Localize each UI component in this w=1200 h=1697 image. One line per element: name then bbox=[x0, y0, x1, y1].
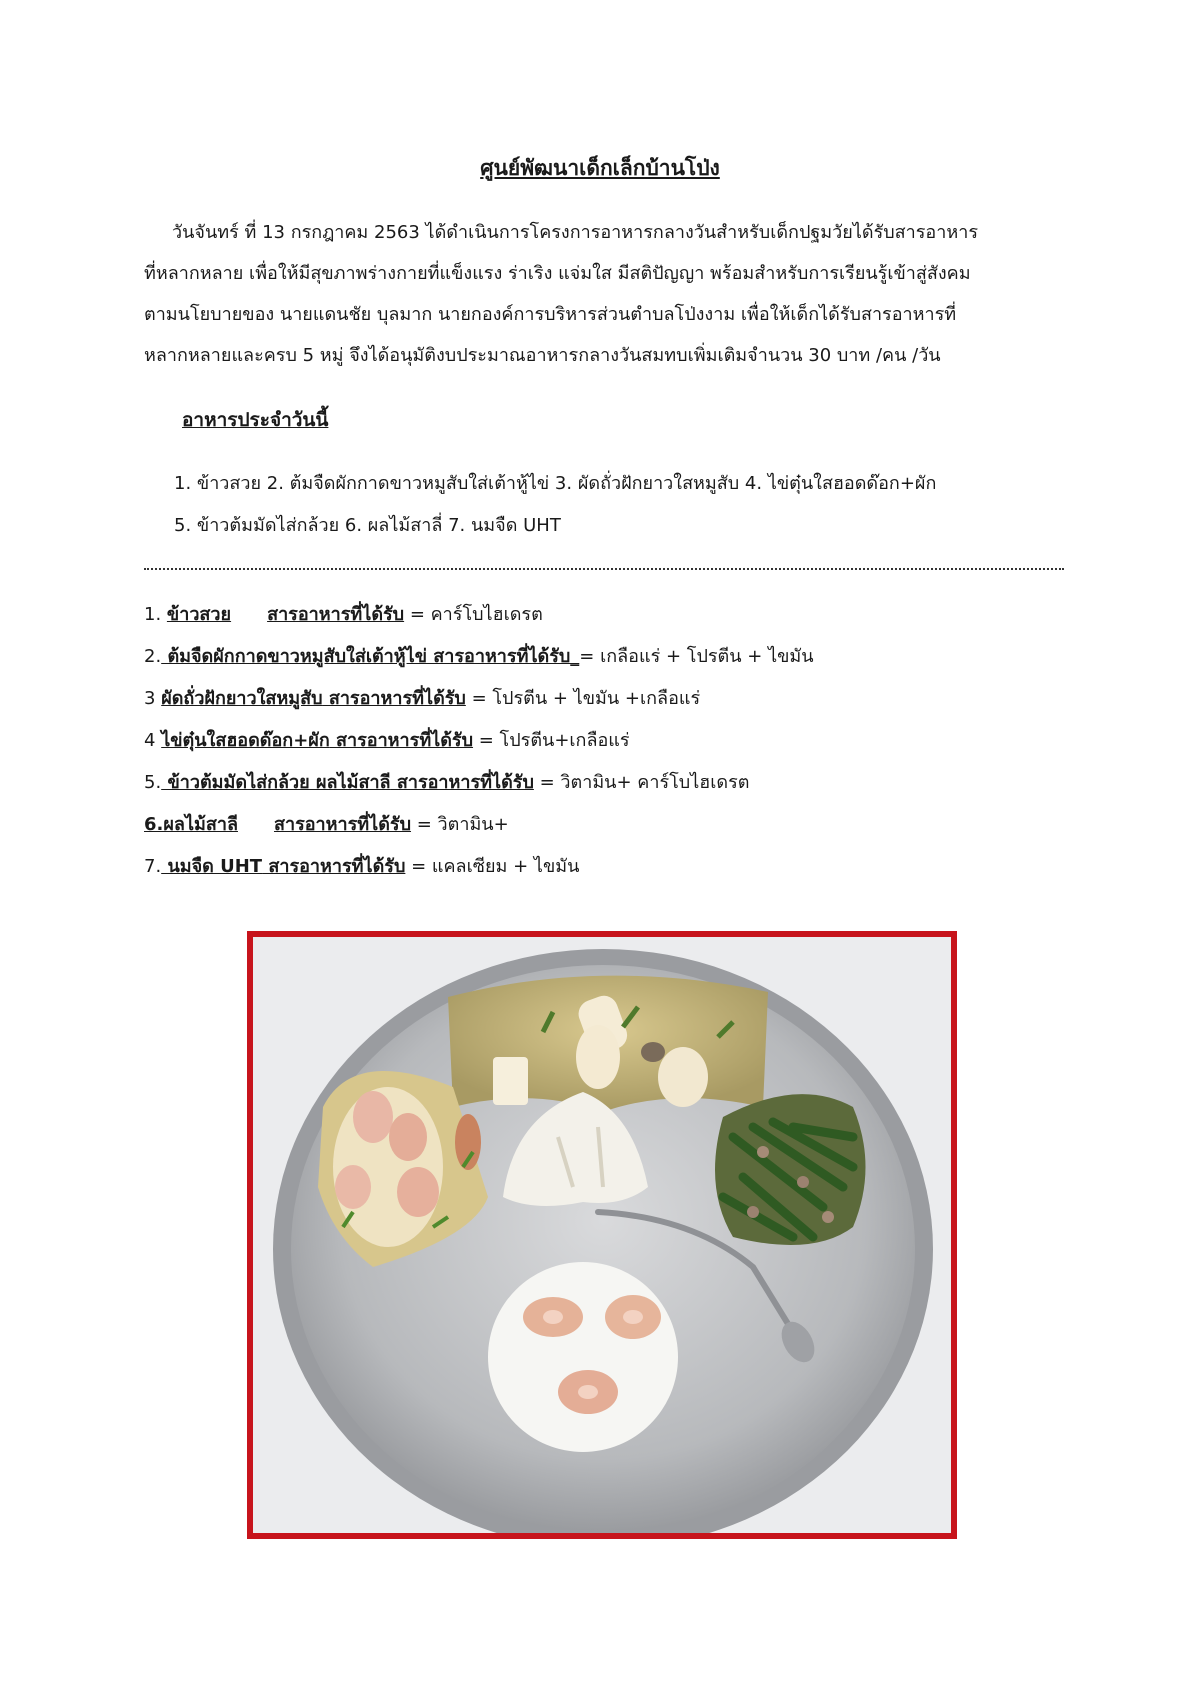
nutrition-row bbox=[144, 594, 1074, 636]
rice-mound bbox=[488, 1262, 678, 1452]
dish-name: ไข่ตุ๋นใสฮอดด๊อก+ผัก bbox=[161, 730, 330, 751]
paragraph-line: หลากหลายและครบ 5 หมู่ จึงได้อนุมัติงบประมาณอาหารกลางวันสมทบเพิ่มเติมจำนวน 30 บาท /คน /วัน bbox=[144, 345, 941, 366]
row-prefix: 1. bbox=[144, 604, 167, 625]
nutrient-label: สารอาหารที่ได้รับ_ bbox=[427, 646, 580, 667]
nutrient-value: = วิตามิน+ bbox=[411, 814, 509, 835]
nutrition-row bbox=[144, 720, 1074, 762]
row-prefix: 7. bbox=[144, 856, 162, 877]
row-prefix: 3 bbox=[144, 688, 162, 709]
nutrient-value: = คาร์โบไฮเดรต bbox=[404, 604, 543, 625]
dish-name: ข้าวต้มมัดไส่กล้วย ผลไม้สาลี bbox=[161, 772, 391, 793]
menu-line: 5. ข้าวต้มมัดไส่กล้วย 6. ผลไม้สาลี่ 7. นมจืด UHT bbox=[174, 515, 561, 536]
nutrition-row bbox=[144, 678, 1074, 720]
menu-heading: อาหารประจำวันนี้ bbox=[182, 409, 329, 431]
page-title: ศูนย์พัฒนาเด็กเล็กบ้านโป่ง bbox=[480, 156, 720, 180]
nutrition-row bbox=[144, 804, 1074, 846]
dish-name: ผัดถั่วฝักยาวใสหมูสับ bbox=[161, 688, 323, 709]
lunch-photo bbox=[247, 931, 957, 1539]
nutrient-label: สารอาหารที่ได้รับ bbox=[273, 814, 412, 835]
food-tray-illustration bbox=[253, 937, 951, 1533]
nutrition-list bbox=[144, 594, 1074, 888]
nutrient-value: = เกลือแร่ + โปรตีน + ไขมัน bbox=[579, 646, 814, 667]
row-prefix: 4 bbox=[144, 730, 162, 751]
nutrient-label: สารอาหารที่ได้รับ bbox=[262, 856, 406, 877]
paragraph-line: ที่หลากหลาย เพื่อให้มีสุขภาพร่างกายที่แข็งแรง ร่าเริง แจ่มใส มีสติปัญญา พร้อมสำหรับการเรียนรู้เข้าสู่สังคม bbox=[144, 263, 971, 284]
nutrient-label: สารอาหารที่ได้รับ bbox=[390, 772, 534, 793]
row-prefix: 5. bbox=[144, 772, 162, 793]
dish-name: นมจืด UHT bbox=[161, 856, 263, 877]
menu-list bbox=[174, 463, 1074, 547]
nutrient-label: สารอาหารที่ได้รับ bbox=[322, 688, 466, 709]
menu-line: 1. ข้าวสวย 2. ต้มจืดผักกาดขาวหมูสับใส่เต้าหู้ไข่ 3. ผัดถั่วฝักยาวใสหมูสับ 4. ไข่ตุ๋นใสฮอดด๊อก+ผัก bbox=[174, 473, 937, 494]
dish-name: ต้มจืดผักกาดขาวหมูสับใส่เต้าหู้ไข่ bbox=[161, 646, 427, 667]
nutrition-row bbox=[144, 636, 1074, 678]
nutrient-value: = โปรตีน + ไขมัน +เกลือแร่ bbox=[465, 688, 701, 709]
nutrient-label: สารอาหารที่ได้รับ bbox=[267, 604, 405, 625]
nutrient-label: สารอาหารที่ได้รับ bbox=[329, 730, 474, 751]
dotted-divider bbox=[144, 568, 1064, 570]
paragraph-line: วันจันทร์ ที่ 13 กรกฎาคม 2563 ได้ดำเนินการโครงการอาหารกลางวันสำหรับเด็กปฐมวัยได้รับสารอาหาร bbox=[172, 222, 978, 243]
nutrition-row bbox=[144, 846, 1074, 888]
nutrient-value: = วิตามิน+ คาร์โบไฮเดรต bbox=[533, 772, 750, 793]
nutrient-value: = แคลเซียม + ไขมัน bbox=[405, 856, 580, 877]
intro-paragraph bbox=[144, 212, 1064, 376]
dish-name: 6.ผลไม้สาลี bbox=[144, 814, 238, 835]
row-prefix: 2. bbox=[144, 646, 162, 667]
paragraph-line: ตามนโยบายของ นายแดนชัย บุลมาก นายกองค์การบริหารส่วนตำบลโป่งงาม เพื่อให้เด็กได้รับสารอาหารที่ bbox=[144, 304, 957, 325]
nutrition-row bbox=[144, 762, 1074, 804]
dish-name: ข้าวสวย bbox=[166, 604, 232, 625]
nutrient-value: = โปรตีน+เกลือแร่ bbox=[473, 730, 630, 751]
